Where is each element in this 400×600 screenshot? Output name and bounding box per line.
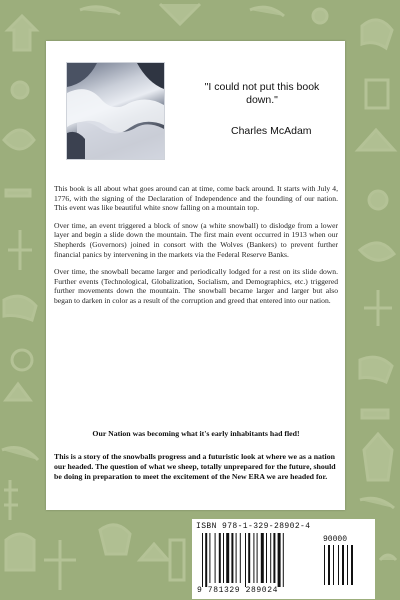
barcode-bar	[261, 533, 264, 583]
barcode-bar	[223, 533, 224, 583]
barcode-bar	[205, 533, 207, 587]
addon-bar	[351, 545, 353, 585]
barcode-bar	[266, 533, 267, 583]
description-paragraph: Over time, the snowball became larger and periodically lodged for a rest on its slide down. Further events (Technological, Globalization, Socialism, and Demographics, etc.) triggered further movements down the mountain. The snowball became larger and larger but also began to darken in color as a result of the corruption and greed that entered into our nation.	[54, 267, 338, 305]
testimonial-author: Charles McAdam	[231, 125, 312, 137]
addon-bar	[333, 545, 334, 585]
closing-statement: This is a story of the snowballs progress and a futuristic look at where we as a nation our headed. The question of what we sheep, totally unprepared for the future, should be doing in preparation to meet the excitement of the New ERA we are headed for.	[54, 452, 336, 481]
testimonial-quote: "I could not put this book down."	[204, 81, 320, 106]
barcode-bar	[278, 533, 281, 587]
barcode-bar	[209, 533, 210, 583]
book-description	[54, 184, 338, 314]
barcode-bar	[219, 533, 221, 583]
barcode-bars	[200, 533, 368, 587]
barcode-bar	[283, 533, 284, 587]
barcode-bar	[270, 533, 271, 583]
description-paragraph: This book is all about what goes around can at time, come back around. It starts with July 4, 1776, with the signing of the Declaration of Independence and the founding of our nation. This event was like beautiful white snow falling on a mountain top.	[54, 184, 338, 213]
barcode-bar	[248, 533, 250, 583]
price-code: 90000	[323, 535, 348, 544]
addon-bar	[324, 545, 325, 585]
barcode-digits: 9 781329 289024	[197, 586, 279, 595]
barcode-bar	[273, 533, 275, 583]
barcode-bar	[202, 533, 203, 587]
back-cover-panel	[46, 41, 345, 510]
barcode-bar	[253, 533, 254, 583]
addon-bar	[342, 545, 344, 585]
barcode-bar	[245, 533, 246, 587]
barcode-bar	[257, 533, 258, 583]
avalanche-photo	[66, 62, 165, 160]
barcode-bar	[231, 533, 233, 583]
highlight-statement: Our Nation was becoming what it's early inhabitants had fled!	[92, 429, 300, 438]
barcode-bar	[226, 533, 229, 583]
barcode-bar	[215, 533, 216, 583]
addon-bar	[347, 545, 348, 585]
addon-bar	[328, 545, 330, 585]
isbn-text: ISBN 978-1-329-28902-4	[196, 522, 311, 531]
addon-bar	[338, 545, 339, 585]
barcode-bar	[240, 533, 241, 583]
description-paragraph: Over time, an event triggered a block of snow (a white snowball) to dislodge from a lower layer and begin a slide down the mountain. The first main event occurred in 1913 when our Shepherds (Governors) joined in consort with the Wolves (Bankers) to prevent further financial panics by intervening in the markets via the Federal Reserve Banks.	[54, 220, 338, 259]
barcode-bar	[236, 533, 237, 583]
barcode-block	[192, 519, 375, 599]
